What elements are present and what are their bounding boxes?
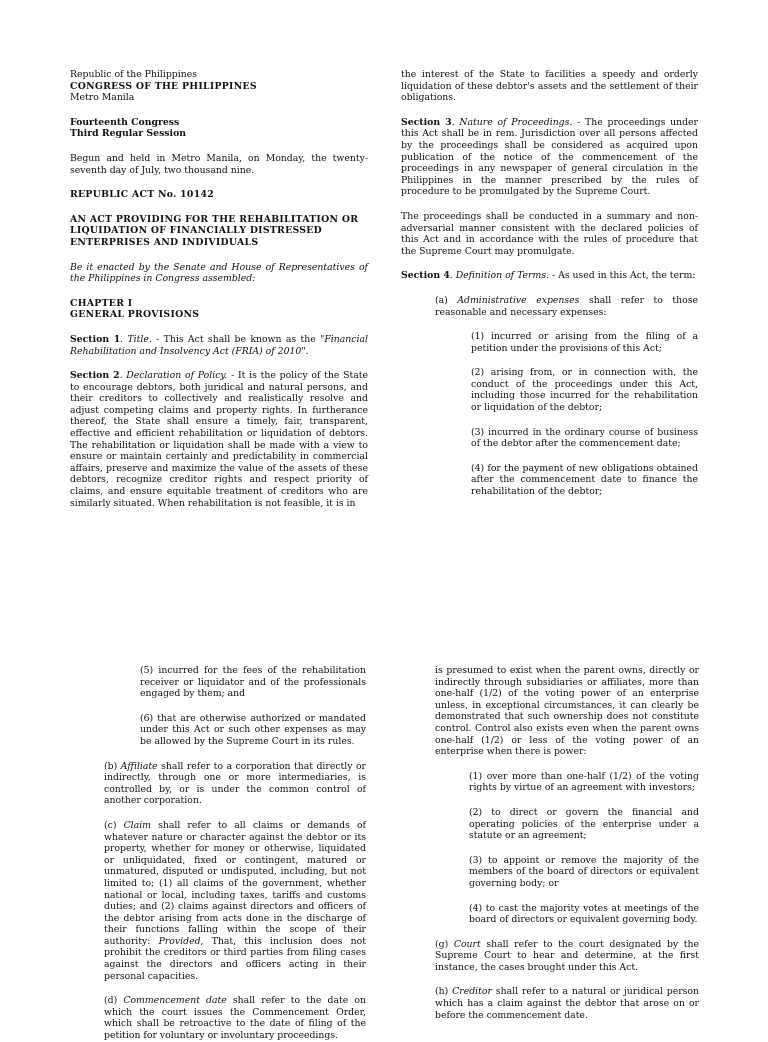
congress-line: CONGRESS OF THE PHILIPPINES (70, 80, 257, 92)
section-3-heading: Nature of Proceedings. (459, 116, 573, 128)
definition-b-prefix: (b) (104, 760, 121, 772)
document-page-2 (0, 640, 768, 1042)
control-item-3: (3) to appoint or remove the majority of the members of the board of directors or equivalent governing body; or (469, 854, 699, 889)
definition-c-term: Claim (123, 819, 151, 831)
definition-d-term: Commencement date (123, 995, 227, 1007)
enacting-clause: Be it enacted by the Senate and House of Representatives of the Philippines in Congress assembled: (70, 261, 368, 285)
section-2-text: - It is the policy of the State to encourage debtors, both juridical and natural persons, and their creditors to collectively and realistically resolve and adjust competing claims and property rights. In furtherance thereof, the State shall ensure a timely, fair, transparent, effective and efficient rehabilitation or liquidation of debtors. The rehabilitation or liquidation shall be made with a view to ensure or maintain certainly and predictability in commercial affairs, preserve and maximize the value of the assets of these debtors, recognize creditor rights and respect priority of claims, and ensure equitable treatment of creditors who are similarly situated. When rehabilitation is not feasible, it is in (70, 370, 368, 509)
definition-d (104, 995, 366, 1041)
section-3-text: - The proceedings under this Act shall be in rem. Jurisdiction over all persons affected by the proceedings shall be considered as acquired upon publication of the notice of the commencement of the proceedings in any newspaper of general circulation in the Philippines in the manner prescribed by the rules of procedure to be promulgated by the Supreme Court. (401, 116, 698, 198)
definition-a-item-4: (4) for the payment of new obligations obtained after the commencement date to finance the rehabilitation of the debtor; (471, 462, 698, 498)
section-1-text: - This Act shall be known as the (151, 333, 321, 345)
section-4-label: Section 4 (401, 270, 450, 282)
act-number: REPUBLIC ACT No. 10142 (70, 189, 215, 201)
page1-right-column (401, 69, 698, 511)
section-2: Section 2. Declaration of Policy. - It is the policy of the State to encourage debtors, both juridical and natural persons, and their creditors to collectively and realistically resolve and adjust competing claims and property rights. In furtherance thereof, the State shall ensure a timely, fair, transparent, effective and efficient rehabilitation or liquidation of debtors. The rehabilitation or liquidation shall be made with a view to ensure or maintain certainly and predictability in commercial affairs, preserve and maximize the value of the assets of these debtors, recognize creditor rights and respect priority of claims, and ensure equitable treatment of creditors who are similarly situated. When rehabilitation is not feasible, it is in (70, 370, 368, 509)
chapter-title: GENERAL PROVISIONS (70, 309, 200, 321)
definition-a (435, 295, 698, 318)
section-2-label: Section 2 (70, 370, 120, 382)
congress-number: Fourteenth Congress (70, 116, 180, 128)
definition-a-item-5: (5) incurred for the fees of the rehabilitation receiver or liquidator and of the professionals engaged by them; and (140, 665, 366, 700)
page2-left-column (104, 665, 366, 1042)
definition-c-text-2: , That, this inclusion does not prohibit the creditors or third parties from filing cases against the directors and officers acting in their personal capacities. (104, 935, 366, 982)
definition-h-text: shall refer to a natural or juridical person which has a claim against the debtor that arose on or before the commencement date. (435, 986, 699, 1021)
page2-right-column (435, 665, 699, 1021)
definition-a-prefix: (a) (435, 294, 458, 306)
section-3-paragraph-2: The proceedings shall be conducted in a summary and non-adversarial manner consistent with the declared policies of this Act and in accordance with the rules of procedure that the Supreme Court may promulgate. (401, 210, 698, 257)
definition-g-prefix: (g) (435, 938, 454, 950)
definition-c-text: shall refer to all claims or demands of whatever nature or character against the debtor or its property, whether for money or otherwise, liquidated or unliquidated, fixed or contingent, matured or unmatured, disputed or undisputed, including, but not limited to; (1) all claims of the government, whether national or local, including taxes, tariffs and customs duties; and (2) claims against directors and officers of the debtor arising from acts done in the discharge of their functions falling within the scope of their authority: (104, 819, 366, 947)
definition-h (435, 986, 699, 1021)
republic-line: Republic of the Philippines (70, 69, 197, 80)
page1-left-column (70, 69, 368, 522)
definition-h-prefix: (h) (435, 986, 453, 998)
metro-line: Metro Manila (70, 92, 135, 104)
definition-d-prefix: (d) (104, 995, 124, 1007)
chapter-heading (70, 298, 368, 321)
control-item-1: (1) over more than one-half (1/2) of the voting rights by virtue of an agreement with investors; (469, 770, 699, 794)
control-item-2: (2) to direct or govern the financial and operating policies of the enterprise under a statute or an agreement; (469, 806, 699, 842)
definition-b-text: shall refer to a corporation that directly or indirectly, through one or more intermediaries, is controlled by, or is under the common control of another corporation. (104, 760, 366, 807)
section-1-label: Section 1 (70, 333, 121, 345)
section-1-short-title: "Financial Rehabilitation and Insolvency Act (FRIA) of 2010". (70, 333, 368, 357)
definition-h-term: Creditor (452, 986, 492, 998)
section-3: Section 3. Nature of Proceedings. - The proceedings under this Act shall be in rem. Jurisdiction over all persons affected by the proceedings shall be considered as acquired upon publication of the notice of the commencement of the proceedings in any newspaper of general circulation in the Philippines in the manner prescribed by the rules of procedure to be promulgated by the Supreme Court. (401, 116, 698, 198)
section-2-continuation: the interest of the State to facilities a speedy and orderly liquidation of these debtor's assets and the settlement of their obligations. (401, 69, 698, 104)
definition-c-provided: Provided (158, 935, 201, 947)
issuing-body-block (70, 69, 368, 104)
section-4-text: - As used in this Act, the term: (549, 270, 696, 282)
control-continuation: is presumed to exist when the parent owns, directly or indirectly through subsidiaries or affiliates, more than one-half (1/2) of the voting power of an enterprise unless, in exceptional circumstances, it can clearly be demonstrated that such ownership does not constitute control. Control also exists even when the parent owns one-half (1/2) or less of the voting power of an enterprise when there is power: (435, 665, 699, 758)
definition-a-term: Administrative expenses (457, 294, 580, 306)
definition-a-item-2: (2) arising from, or in connection with, the conduct of the proceedings under this Act, including those incurred for the rehabilitation or liquidation of the debtor; (471, 367, 698, 414)
act-title: AN ACT PROVIDING FOR THE REHABILITATION OR LIQUIDATION OF FINANCIALLY DISTRESSED ENTERPRISES AND INDIVIDUALS (70, 213, 359, 248)
session-block (70, 117, 368, 140)
chapter-number: CHAPTER I (70, 297, 133, 309)
section-4-heading: Definition of Terms. (455, 270, 550, 282)
definition-g-term: Court (453, 938, 481, 950)
definition-g (435, 939, 699, 974)
definition-c (104, 820, 366, 982)
control-item-4: (4) to cast the majority votes at meetings of the board of directors or equivalent governing body. (469, 902, 699, 926)
definition-c-prefix: (c) (104, 819, 124, 831)
section-1-heading: Title. (127, 333, 152, 345)
section-2-heading: Declaration of Policy. (126, 370, 228, 382)
definition-g-text: shall refer to the court designated by the Supreme Court to hear and determine, at the first instance, the cases brought under this Act. (435, 938, 699, 973)
begun-paragraph: Begun and held in Metro Manila, on Monday, the twenty-seventh day of July, two thousand nine. (70, 152, 368, 176)
section-4: Section 4. Definition of Terms. - As used in this Act, the term: (401, 270, 696, 282)
section-3-label: Section 3 (401, 116, 452, 128)
definition-b-term: Affiliate (120, 760, 158, 772)
section-1: Section 1. Title. - This Act shall be known as the "Financial Rehabilitation and Insolvency Act (FRIA) of 2010". (70, 333, 368, 357)
definition-a-text: shall refer to those reasonable and necessary expenses: (435, 294, 698, 318)
definition-d-text: shall refer to the date on which the court issues the Commencement Order, which shall be retroactive to the date of filing of the petition for voluntary or involuntary proceedings. (104, 995, 366, 1042)
definition-b (104, 761, 366, 807)
session-name: Third Regular Session (70, 128, 187, 140)
definition-a-item-1: (1) incurred or arising from the filing of a petition under the provisions of this Act; (471, 331, 698, 354)
definition-a-item-6: (6) that are otherwise authorized or mandated under this Act or such other expenses as may be allowed by the Supreme Court in its rules. (140, 712, 366, 747)
definition-a-item-3: (3) incurred in the ordinary course of business of the debtor after the commencement date; (471, 426, 698, 450)
